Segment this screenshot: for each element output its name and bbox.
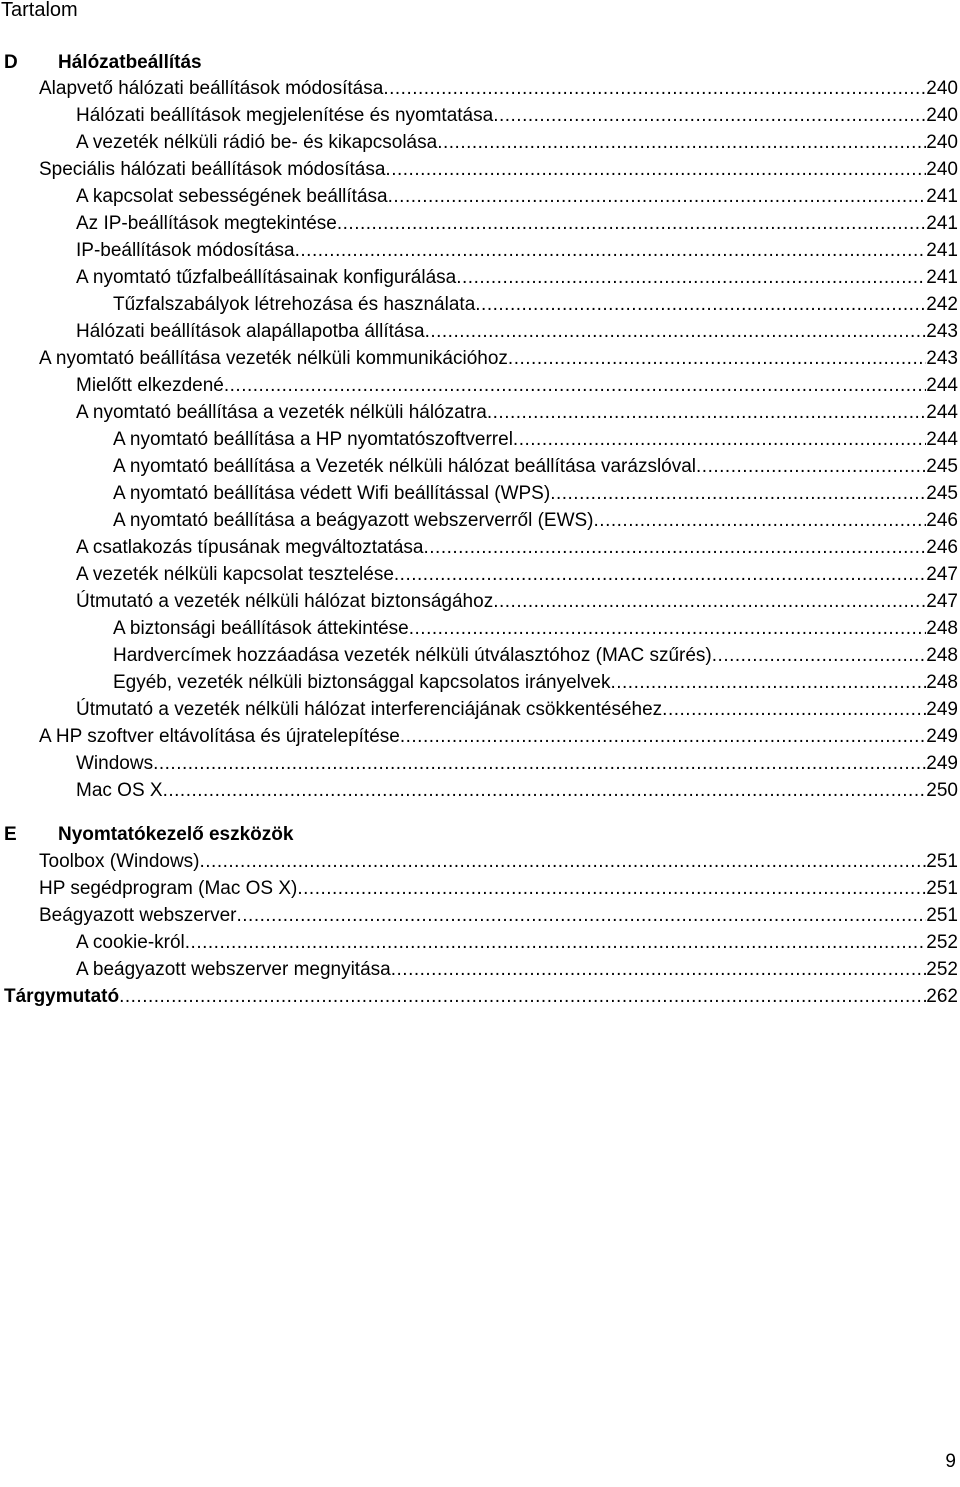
toc-entry-title: Útmutató a vezeték nélküli hálózat interferenciájának csökkentéséhez	[76, 699, 663, 720]
toc-entry-page: 245	[926, 483, 958, 504]
dot-leader	[712, 642, 927, 669]
dot-leader	[487, 399, 926, 426]
toc-entry[interactable]	[113, 615, 958, 642]
dot-leader	[475, 291, 926, 318]
toc-entry-title: IP-beállítások módosítása	[76, 240, 295, 261]
toc-entry-page: 247	[926, 591, 958, 612]
dot-leader	[437, 129, 926, 156]
dot-leader	[383, 75, 926, 102]
dot-leader	[391, 956, 927, 983]
toc-entry-page: 249	[926, 726, 958, 747]
dot-leader	[594, 507, 927, 534]
toc-entry-title: A nyomtató beállítása a beágyazott webszerverről (EWS)	[113, 510, 594, 531]
dot-leader	[388, 183, 927, 210]
toc-entry[interactable]	[76, 588, 958, 615]
toc-entry-title: Alapvető hálózati beállítások módosítása	[39, 78, 384, 99]
dot-leader	[610, 669, 926, 696]
dot-leader	[493, 102, 926, 129]
toc-entry[interactable]	[113, 669, 958, 696]
running-header: Tartalom	[1, 0, 78, 21]
toc-entry[interactable]	[39, 902, 958, 929]
toc-entry[interactable]	[39, 848, 958, 875]
dot-leader	[696, 453, 926, 480]
chapter-letter: E	[4, 824, 17, 845]
toc-entry-title: Tárgymutató	[4, 986, 120, 1007]
toc-entry[interactable]	[76, 264, 958, 291]
toc-entry-title: A kapcsolat sebességének beállítása	[76, 186, 388, 207]
toc-entry[interactable]	[76, 210, 958, 237]
toc-entry[interactable]	[76, 318, 958, 345]
toc-entry-title: A HP szoftver eltávolítása és újratelepítése	[39, 726, 400, 747]
chapter-title: Hálózatbeállítás	[58, 52, 202, 73]
toc-entry-page: 248	[926, 618, 958, 639]
toc-entry[interactable]	[76, 102, 958, 129]
toc-entry-title: A nyomtató beállítása vezeték nélküli kommunikációhoz	[39, 348, 508, 369]
chapter-title: Nyomtatókezelő eszközök	[58, 824, 294, 845]
toc-entry-page: 251	[926, 851, 958, 872]
toc-entry-page: 241	[926, 186, 958, 207]
toc-entry[interactable]	[39, 875, 958, 902]
toc-entry[interactable]	[113, 426, 958, 453]
toc-entry-page: 240	[926, 132, 958, 153]
toc-entry[interactable]	[113, 507, 958, 534]
toc-entry[interactable]	[76, 183, 958, 210]
dot-leader	[163, 777, 927, 804]
chapter-letter: D	[4, 52, 18, 73]
toc-entry-page: 241	[926, 213, 958, 234]
toc-entry-title: Hálózati beállítások alapállapotba állítása	[76, 321, 425, 342]
toc-entry-page: 241	[926, 267, 958, 288]
toc-entry-title: A nyomtató beállítása védett Wifi beállítással (WPS)	[113, 483, 551, 504]
toc-entry-title: A vezeték nélküli rádió be- és kikapcsolása	[76, 132, 438, 153]
toc-entry-page: 252	[926, 959, 958, 980]
toc-entry[interactable]	[76, 561, 958, 588]
dot-leader	[508, 345, 926, 372]
dot-leader	[337, 210, 926, 237]
toc-entry[interactable]	[39, 723, 958, 750]
page-number: 9	[945, 1451, 956, 1472]
toc-entry-title: A nyomtató beállítása a vezeték nélküli hálózatra	[76, 402, 487, 423]
toc-entry-page: 249	[926, 699, 958, 720]
dot-leader	[400, 723, 926, 750]
toc-entry-title: Tűzfalszabályok létrehozása és használata	[113, 294, 476, 315]
dot-leader	[425, 318, 927, 345]
toc-entry-page: 246	[926, 537, 958, 558]
dot-leader	[185, 929, 927, 956]
toc-entry[interactable]	[76, 777, 958, 804]
dot-leader	[385, 156, 926, 183]
toc-entry[interactable]	[76, 372, 958, 399]
toc-entry-page: 251	[926, 878, 958, 899]
toc-entry-title: A nyomtató tűzfalbeállításainak konfigurálása	[76, 267, 457, 288]
toc-entry-title: Egyéb, vezeték nélküli biztonsággal kapcsolatos irányelvek	[113, 672, 611, 693]
toc-entry-page: 251	[926, 905, 958, 926]
toc-entry-page: 243	[926, 321, 958, 342]
toc-entry-title: Beágyazott webszerver	[39, 905, 237, 926]
dot-leader	[237, 902, 927, 929]
toc-entry-page: 244	[926, 402, 958, 423]
toc-entry-title: Mac OS X	[76, 780, 163, 801]
chapter-heading-e	[4, 823, 958, 847]
toc-entry-page: 249	[926, 753, 958, 774]
toc-entry-title: Mielőtt elkezdené	[76, 375, 224, 396]
dot-leader	[297, 875, 926, 902]
dot-leader	[456, 264, 926, 291]
toc-entry-page: 248	[926, 645, 958, 666]
toc-entry[interactable]	[76, 399, 958, 426]
toc-entry-page: 241	[926, 240, 958, 261]
dot-leader	[224, 372, 926, 399]
toc-entry-page: 245	[926, 456, 958, 477]
toc-entry-page: 240	[926, 159, 958, 180]
toc-entry[interactable]	[113, 453, 958, 480]
dot-leader	[493, 588, 926, 615]
toc-entry[interactable]	[76, 534, 958, 561]
dot-leader	[119, 983, 926, 1010]
dot-leader	[409, 615, 927, 642]
chapter-heading-d	[4, 51, 958, 75]
toc-entry-title: Útmutató a vezeték nélküli hálózat biztonságához	[76, 591, 494, 612]
toc-entry-title: A biztonsági beállítások áttekintése	[113, 618, 409, 639]
toc-entry[interactable]	[76, 956, 958, 983]
toc-entry-title: A cookie-król	[76, 932, 185, 953]
toc-entry-page: 250	[926, 780, 958, 801]
toc-entry-title: Speciális hálózati beállítások módosítása	[39, 159, 386, 180]
dot-leader	[200, 848, 927, 875]
toc-entry-page: 247	[926, 564, 958, 585]
toc-entry[interactable]	[113, 480, 958, 507]
toc-entry-page: 240	[926, 78, 958, 99]
toc-entry-page: 252	[926, 932, 958, 953]
dot-leader	[153, 750, 926, 777]
toc-entry-page: 240	[926, 105, 958, 126]
toc-entry-title: A nyomtató beállítása a HP nyomtatószoftverrel	[113, 429, 513, 450]
toc-entry-title: Hálózati beállítások megjelenítése és nyomtatása	[76, 105, 494, 126]
toc-entry-page: 244	[926, 429, 958, 450]
toc-entry-title: Hardvercímek hozzáadása vezeték nélküli útválasztóhoz (MAC szűrés)	[113, 645, 712, 666]
toc-entry[interactable]	[76, 750, 958, 777]
toc-entry[interactable]	[39, 75, 958, 102]
toc-entry-page: 244	[926, 375, 958, 396]
dot-leader	[662, 696, 926, 723]
toc-entry[interactable]	[76, 696, 958, 723]
toc-entry[interactable]	[39, 156, 958, 183]
toc-entry-title: Windows	[76, 753, 154, 774]
toc-entry[interactable]	[113, 642, 958, 669]
toc-entry-title: Toolbox (Windows)	[39, 851, 200, 872]
toc-entry-title: A nyomtató beállítása a Vezeték nélküli hálózat beállítása varázslóval	[113, 456, 697, 477]
toc-entry[interactable]	[76, 129, 958, 156]
toc-entry-title: Az IP-beállítások megtekintése	[76, 213, 337, 234]
toc-entry[interactable]	[76, 237, 958, 264]
toc-entry[interactable]	[39, 345, 958, 372]
toc-entry-title: HP segédprogram (Mac OS X)	[39, 878, 298, 899]
toc-entry-index[interactable]	[4, 983, 958, 1010]
toc-entry-title: A csatlakozás típusának megváltoztatása	[76, 537, 424, 558]
dot-leader	[513, 426, 926, 453]
dot-leader	[295, 237, 927, 264]
toc-entry[interactable]	[76, 929, 958, 956]
toc-entry-page: 262	[926, 986, 958, 1007]
toc-entry-page: 246	[926, 510, 958, 531]
dot-leader	[394, 561, 926, 588]
toc-entry[interactable]	[113, 291, 958, 318]
dot-leader	[550, 480, 926, 507]
toc-entry-page: 242	[926, 294, 958, 315]
toc-entry-title: A vezeték nélküli kapcsolat tesztelése	[76, 564, 394, 585]
toc-entry-title: A beágyazott webszerver megnyitása	[76, 959, 391, 980]
dot-leader	[423, 534, 926, 561]
toc-entry-page: 243	[926, 348, 958, 369]
toc-entry-page: 248	[926, 672, 958, 693]
